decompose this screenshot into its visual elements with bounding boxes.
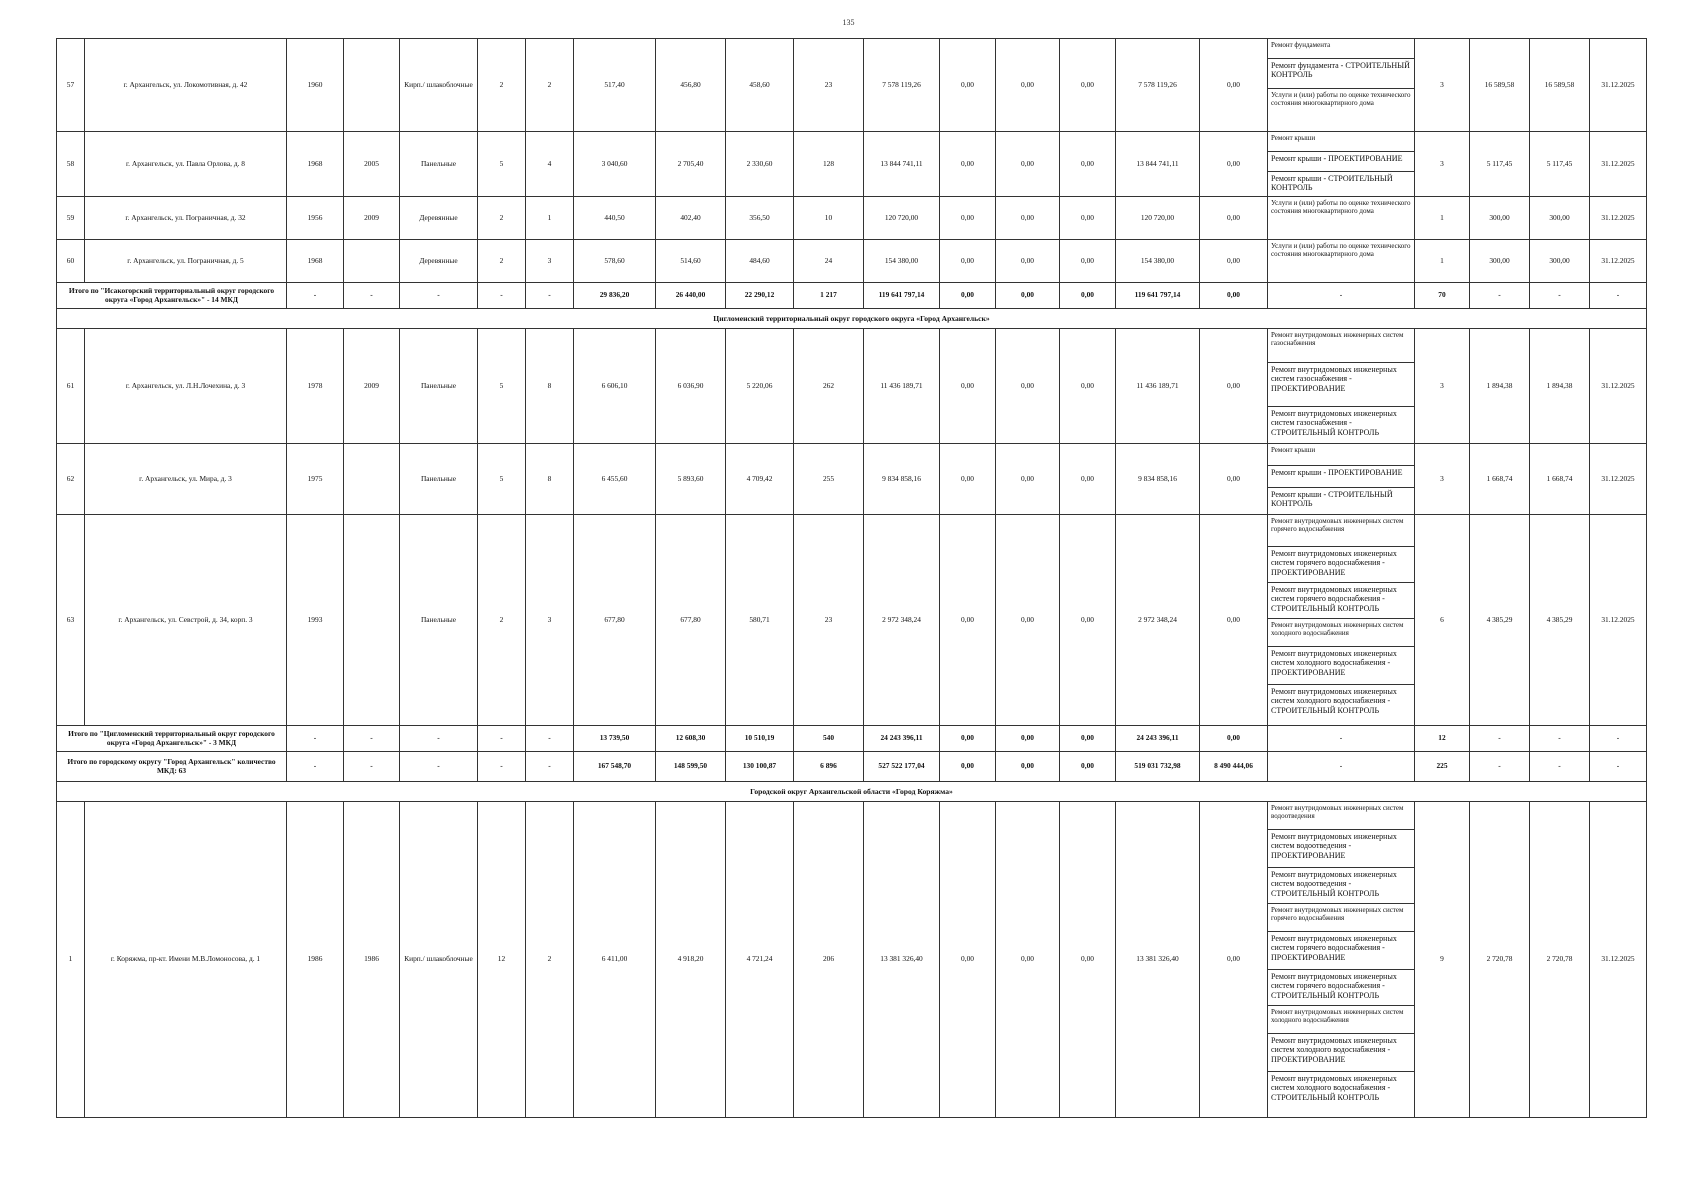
work-item: Ремонт внутридомовых инженерных систем газоснабжения <box>1268 329 1414 363</box>
total-c3: 0,00 <box>1060 752 1116 782</box>
cell-unit-cost: 1 668,74 <box>1470 444 1530 515</box>
dash-cell: - <box>400 726 478 752</box>
total-residents: 1 217 <box>794 283 864 309</box>
section-header-row <box>57 782 1647 802</box>
cell-residents: 262 <box>794 329 864 444</box>
cell-c-other: 0,00 <box>1200 802 1268 1118</box>
dash-cell: - <box>526 726 574 752</box>
dash-cell: - <box>1268 726 1415 752</box>
total-area-all: 26 440,00 <box>656 283 726 309</box>
work-item: Ремонт внутридомовых инженерных систем водоотведения - ПРОЕКТИРОВАНИЕ <box>1268 830 1414 868</box>
cell-c2: 0,00 <box>996 197 1060 240</box>
cell-c2: 0,00 <box>996 132 1060 197</box>
cell-area-all: 5 893,60 <box>656 444 726 515</box>
cell-c3: 0,00 <box>1060 515 1116 726</box>
work-item: Ремонт внутридомовых инженерных систем холодного водоснабжения <box>1268 1006 1414 1034</box>
cell-year-built: 1968 <box>287 132 344 197</box>
cell-area-total: 3 040,60 <box>574 132 656 197</box>
cell-cost-total: 13 381 326,40 <box>864 802 940 1118</box>
cell-walls: Панельные <box>400 132 478 197</box>
cell-floors: 2 <box>478 240 526 283</box>
cell-year-overhaul: 2005 <box>344 132 400 197</box>
total-c1: 0,00 <box>940 283 996 309</box>
work-item: Ремонт внутридомовых инженерных систем горячего водоснабжения - ПРОЕКТИРОВАНИЕ <box>1268 547 1414 583</box>
cell-entrances: 2 <box>526 39 574 132</box>
cell-works <box>1268 197 1415 240</box>
dash-cell: - <box>1590 752 1647 782</box>
dash-cell: - <box>1530 726 1590 752</box>
cell-address: г. Архангельск, ул. Л.Н.Лочехина, д. 3 <box>85 329 287 444</box>
cell-walls: Кирп./ шлакоблочные <box>400 802 478 1118</box>
cell-works <box>1268 240 1415 283</box>
cell-year-built: 1986 <box>287 802 344 1118</box>
work-item: Ремонт крыши <box>1268 444 1414 466</box>
dash-cell: - <box>1268 283 1415 309</box>
total-area-res: 130 100,87 <box>726 752 794 782</box>
cell-deadline: 31.12.2025 <box>1590 132 1647 197</box>
total-area-total: 13 739,50 <box>574 726 656 752</box>
cell-no: 62 <box>57 444 85 515</box>
total-area-all: 12 608,30 <box>656 726 726 752</box>
cell-c-other: 0,00 <box>1200 197 1268 240</box>
cell-c3: 0,00 <box>1060 240 1116 283</box>
cell-residents: 23 <box>794 515 864 726</box>
cell-area-res: 458,60 <box>726 39 794 132</box>
cell-address: г. Архангельск, ул. Локомотивная, д. 42 <box>85 39 287 132</box>
work-item: Ремонт внутридомовых инженерных систем горячего водоснабжения <box>1268 904 1414 932</box>
cell-c-other: 0,00 <box>1200 39 1268 132</box>
work-item: Ремонт внутридомовых инженерных систем горячего водоснабжения - СТРОИТЕЛЬНЫЙ КОНТРОЛЬ <box>1268 583 1414 619</box>
cell-area-res: 580,71 <box>726 515 794 726</box>
cell-area-res: 356,50 <box>726 197 794 240</box>
dash-cell: - <box>478 752 526 782</box>
cell-c1: 0,00 <box>940 329 996 444</box>
cell-year-overhaul <box>344 39 400 132</box>
total-work-count: 12 <box>1415 726 1470 752</box>
table-row <box>57 197 1647 240</box>
section-header: Цигломенский территориальный округ городского округа «Город Архангельск» <box>57 309 1647 329</box>
cell-work-count: 3 <box>1415 329 1470 444</box>
cell-address: г. Архангельск, ул. Пограничная, д. 5 <box>85 240 287 283</box>
total-area-total: 167 548,70 <box>574 752 656 782</box>
table-row <box>57 444 1647 515</box>
cell-max-cost: 1 668,74 <box>1530 444 1590 515</box>
work-item: Услуги и (или) работы по оценке технического состояния многоквартирного дома <box>1271 91 1411 108</box>
cell-year-overhaul: 1986 <box>344 802 400 1118</box>
cell-c1: 0,00 <box>940 39 996 132</box>
dash-cell: - <box>1590 726 1647 752</box>
cell-entrances: 8 <box>526 444 574 515</box>
total-c1: 0,00 <box>940 752 996 782</box>
cell-c3: 0,00 <box>1060 802 1116 1118</box>
cell-area-all: 2 705,40 <box>656 132 726 197</box>
cell-deadline: 31.12.2025 <box>1590 240 1647 283</box>
cell-max-cost: 4 385,29 <box>1530 515 1590 726</box>
cell-entrances: 8 <box>526 329 574 444</box>
total-area-res: 22 290,12 <box>726 283 794 309</box>
dash-cell: - <box>478 283 526 309</box>
cell-cost-total: 9 834 858,16 <box>864 444 940 515</box>
cell-residents: 24 <box>794 240 864 283</box>
cell-c-owners: 11 436 189,71 <box>1116 329 1200 444</box>
cell-residents: 10 <box>794 197 864 240</box>
cell-c2: 0,00 <box>996 515 1060 726</box>
dash-cell: - <box>1470 752 1530 782</box>
dash-cell: - <box>400 283 478 309</box>
cell-unit-cost: 300,00 <box>1470 240 1530 283</box>
cell-deadline: 31.12.2025 <box>1590 39 1647 132</box>
cell-unit-cost: 16 589,58 <box>1470 39 1530 132</box>
cell-area-total: 6 455,60 <box>574 444 656 515</box>
total-c-other: 0,00 <box>1200 726 1268 752</box>
cell-area-total: 517,40 <box>574 39 656 132</box>
work-item: Ремонт внутридомовых инженерных систем холодного водоснабжения - ПРОЕКТИРОВАНИЕ <box>1268 647 1414 685</box>
cell-no: 63 <box>57 515 85 726</box>
cell-cost-total: 7 578 119,26 <box>864 39 940 132</box>
cell-deadline: 31.12.2025 <box>1590 802 1647 1118</box>
total-row <box>57 283 1647 309</box>
total-c-other: 8 490 444,06 <box>1200 752 1268 782</box>
cell-residents: 23 <box>794 39 864 132</box>
dash-cell: - <box>344 752 400 782</box>
dash-cell: - <box>1590 283 1647 309</box>
work-item: Ремонт фундамента - СТРОИТЕЛЬНЫЙ КОНТРОЛЬ <box>1268 59 1414 89</box>
cell-no: 57 <box>57 39 85 132</box>
work-item: Ремонт внутридомовых инженерных систем холодного водоснабжения - ПРОЕКТИРОВАНИЕ <box>1268 1034 1414 1072</box>
cell-area-total: 578,60 <box>574 240 656 283</box>
cell-walls: Панельные <box>400 444 478 515</box>
cell-floors: 5 <box>478 444 526 515</box>
cell-year-overhaul <box>344 240 400 283</box>
cell-residents: 255 <box>794 444 864 515</box>
cell-area-total: 440,50 <box>574 197 656 240</box>
cell-c2: 0,00 <box>996 444 1060 515</box>
cell-c-other: 0,00 <box>1200 444 1268 515</box>
section-header: Городской округ Архангельской области «Город Коряжма» <box>57 782 1647 802</box>
total-c3: 0,00 <box>1060 283 1116 309</box>
cell-area-all: 677,80 <box>656 515 726 726</box>
work-item: Услуги и (или) работы по оценке технического состояния многоквартирного дома <box>1271 242 1411 259</box>
total-c-owners: 119 641 797,14 <box>1116 283 1200 309</box>
cell-max-cost: 2 720,78 <box>1530 802 1590 1118</box>
total-residents: 6 896 <box>794 752 864 782</box>
cell-no: 1 <box>57 802 85 1118</box>
cell-c-owners: 9 834 858,16 <box>1116 444 1200 515</box>
total-c1: 0,00 <box>940 726 996 752</box>
cell-cost-total: 120 720,00 <box>864 197 940 240</box>
cell-unit-cost: 5 117,45 <box>1470 132 1530 197</box>
cell-c-other: 0,00 <box>1200 132 1268 197</box>
cell-year-built: 1960 <box>287 39 344 132</box>
total-cost-total: 24 243 396,11 <box>864 726 940 752</box>
work-item: Ремонт внутридомовых инженерных систем водоотведения <box>1268 802 1414 830</box>
total-label: Итого по городскому округу "Город Архангельск" количество МКД: 63 <box>57 752 287 782</box>
cell-walls: Деревянные <box>400 197 478 240</box>
dash-cell: - <box>478 726 526 752</box>
cell-no: 61 <box>57 329 85 444</box>
total-residents: 540 <box>794 726 864 752</box>
cell-work-count: 1 <box>1415 197 1470 240</box>
cell-area-all: 456,80 <box>656 39 726 132</box>
cell-c-other: 0,00 <box>1200 515 1268 726</box>
cell-floors: 2 <box>478 515 526 726</box>
cell-c3: 0,00 <box>1060 329 1116 444</box>
cell-area-res: 484,60 <box>726 240 794 283</box>
dash-cell: - <box>526 283 574 309</box>
cell-max-cost: 5 117,45 <box>1530 132 1590 197</box>
cell-floors: 5 <box>478 132 526 197</box>
cell-walls: Панельные <box>400 515 478 726</box>
cell-c2: 0,00 <box>996 329 1060 444</box>
cell-c2: 0,00 <box>996 240 1060 283</box>
cell-entrances: 3 <box>526 240 574 283</box>
cell-no: 58 <box>57 132 85 197</box>
cell-cost-total: 2 972 348,24 <box>864 515 940 726</box>
cell-works <box>1268 444 1415 515</box>
cell-c1: 0,00 <box>940 132 996 197</box>
cell-residents: 128 <box>794 132 864 197</box>
cell-works <box>1268 39 1415 132</box>
total-row <box>57 726 1647 752</box>
work-item: Ремонт фундамента <box>1268 39 1414 59</box>
cell-no: 59 <box>57 197 85 240</box>
cell-max-cost: 16 589,58 <box>1530 39 1590 132</box>
dash-cell: - <box>287 752 344 782</box>
cell-walls: Деревянные <box>400 240 478 283</box>
cell-works <box>1268 802 1415 1118</box>
total-c2: 0,00 <box>996 726 1060 752</box>
cell-address: г. Архангельск, ул. Павла Орлова, д. 8 <box>85 132 287 197</box>
work-item: Ремонт внутридомовых инженерных систем горячего водоснабжения - ПРОЕКТИРОВАНИЕ <box>1268 932 1414 970</box>
cell-work-count: 3 <box>1415 444 1470 515</box>
cell-cost-total: 11 436 189,71 <box>864 329 940 444</box>
work-item: Ремонт крыши - СТРОИТЕЛЬНЫЙ КОНТРОЛЬ <box>1271 174 1393 193</box>
total-cost-total: 119 641 797,14 <box>864 283 940 309</box>
work-item: Ремонт крыши - СТРОИТЕЛЬНЫЙ КОНТРОЛЬ <box>1271 490 1393 509</box>
cell-c1: 0,00 <box>940 197 996 240</box>
capital-repair-table <box>56 38 1647 1118</box>
cell-area-all: 6 036,90 <box>656 329 726 444</box>
dash-cell: - <box>1470 283 1530 309</box>
cell-area-res: 4 721,24 <box>726 802 794 1118</box>
dash-cell: - <box>526 752 574 782</box>
work-item: Ремонт внутридомовых инженерных систем холодного водоснабжения - СТРОИТЕЛЬНЫЙ КОНТРОЛЬ <box>1271 687 1397 715</box>
cell-cost-total: 13 844 741,11 <box>864 132 940 197</box>
total-work-count: 70 <box>1415 283 1470 309</box>
work-item: Ремонт крыши <box>1268 132 1414 152</box>
dash-cell: - <box>344 283 400 309</box>
cell-c-owners: 13 381 326,40 <box>1116 802 1200 1118</box>
work-item: Ремонт крыши - ПРОЕКТИРОВАНИЕ <box>1268 152 1414 172</box>
cell-c3: 0,00 <box>1060 444 1116 515</box>
cell-c-owners: 7 578 119,26 <box>1116 39 1200 132</box>
cell-area-all: 402,40 <box>656 197 726 240</box>
total-work-count: 225 <box>1415 752 1470 782</box>
cell-floors: 2 <box>478 197 526 240</box>
cell-floors: 5 <box>478 329 526 444</box>
cell-c-owners: 13 844 741,11 <box>1116 132 1200 197</box>
cell-entrances: 2 <box>526 802 574 1118</box>
cell-address: г. Коряжма, пр-кт. Имени М.В.Ломоносова, д. 1 <box>85 802 287 1118</box>
cell-max-cost: 300,00 <box>1530 240 1590 283</box>
dash-cell: - <box>287 283 344 309</box>
total-c3: 0,00 <box>1060 726 1116 752</box>
table-row <box>57 39 1647 132</box>
cell-max-cost: 1 894,38 <box>1530 329 1590 444</box>
cell-area-res: 4 709,42 <box>726 444 794 515</box>
cell-c2: 0,00 <box>996 39 1060 132</box>
total-area-all: 148 599,50 <box>656 752 726 782</box>
cell-works <box>1268 329 1415 444</box>
work-item: Ремонт внутридомовых инженерных систем газоснабжения - СТРОИТЕЛЬНЫЙ КОНТРОЛЬ <box>1271 409 1397 437</box>
dash-cell: - <box>287 726 344 752</box>
cell-c-other: 0,00 <box>1200 240 1268 283</box>
section-header-row <box>57 309 1647 329</box>
cell-entrances: 4 <box>526 132 574 197</box>
work-item: Ремонт внутридомовых инженерных систем холодного водоснабжения <box>1268 619 1414 647</box>
cell-unit-cost: 1 894,38 <box>1470 329 1530 444</box>
cell-work-count: 3 <box>1415 39 1470 132</box>
total-area-res: 10 510,19 <box>726 726 794 752</box>
total-row <box>57 752 1647 782</box>
total-c-owners: 24 243 396,11 <box>1116 726 1200 752</box>
table-row <box>57 329 1647 444</box>
cell-area-total: 6 606,10 <box>574 329 656 444</box>
cell-unit-cost: 4 385,29 <box>1470 515 1530 726</box>
cell-c3: 0,00 <box>1060 39 1116 132</box>
cell-work-count: 9 <box>1415 802 1470 1118</box>
cell-cost-total: 154 380,00 <box>864 240 940 283</box>
cell-deadline: 31.12.2025 <box>1590 515 1647 726</box>
cell-year-built: 1968 <box>287 240 344 283</box>
cell-address: г. Архангельск, ул. Севстрой, д. 34, корп. 3 <box>85 515 287 726</box>
cell-area-all: 514,60 <box>656 240 726 283</box>
cell-address: г. Архангельск, ул. Пограничная, д. 32 <box>85 197 287 240</box>
cell-floors: 2 <box>478 39 526 132</box>
cell-c-other: 0,00 <box>1200 329 1268 444</box>
cell-work-count: 6 <box>1415 515 1470 726</box>
cell-year-built: 1978 <box>287 329 344 444</box>
cell-no: 60 <box>57 240 85 283</box>
total-c-owners: 519 031 732,98 <box>1116 752 1200 782</box>
cell-year-built: 1993 <box>287 515 344 726</box>
cell-c1: 0,00 <box>940 240 996 283</box>
cell-area-res: 2 330,60 <box>726 132 794 197</box>
work-item: Ремонт внутридомовых инженерных систем холодного водоснабжения - СТРОИТЕЛЬНЫЙ КОНТРОЛЬ <box>1271 1074 1397 1102</box>
cell-c2: 0,00 <box>996 802 1060 1118</box>
cell-walls: Панельные <box>400 329 478 444</box>
dash-cell: - <box>1470 726 1530 752</box>
dash-cell: - <box>1530 283 1590 309</box>
total-area-total: 29 836,20 <box>574 283 656 309</box>
total-c2: 0,00 <box>996 752 1060 782</box>
cell-c3: 0,00 <box>1060 197 1116 240</box>
total-label: Итого по "Исакогорский территориальный округ городского округа «Город Архангельск»" - 14 МКД <box>57 283 287 309</box>
cell-year-overhaul: 2009 <box>344 197 400 240</box>
cell-entrances: 3 <box>526 515 574 726</box>
cell-area-total: 677,80 <box>574 515 656 726</box>
cell-c1: 0,00 <box>940 444 996 515</box>
page-number: 135 <box>842 18 855 27</box>
work-item: Услуги и (или) работы по оценке технического состояния многоквартирного дома <box>1271 199 1411 216</box>
cell-year-built: 1975 <box>287 444 344 515</box>
cell-work-count: 1 <box>1415 240 1470 283</box>
cell-walls: Кирп./ шлакоблочные <box>400 39 478 132</box>
cell-c-owners: 120 720,00 <box>1116 197 1200 240</box>
cell-unit-cost: 300,00 <box>1470 197 1530 240</box>
cell-area-all: 4 918,20 <box>656 802 726 1118</box>
table-row <box>57 132 1647 197</box>
work-item: Ремонт внутридомовых инженерных систем водоотведения - СТРОИТЕЛЬНЫЙ КОНТРОЛЬ <box>1268 868 1414 904</box>
total-cost-total: 527 522 177,04 <box>864 752 940 782</box>
cell-unit-cost: 2 720,78 <box>1470 802 1530 1118</box>
table-row <box>57 802 1647 1118</box>
cell-c3: 0,00 <box>1060 132 1116 197</box>
cell-works <box>1268 515 1415 726</box>
table-row <box>57 515 1647 726</box>
work-item: Ремонт внутридомовых инженерных систем горячего водоснабжения <box>1268 515 1414 547</box>
dash-cell: - <box>1268 752 1415 782</box>
total-label: Итого по "Цигломенский территориальный округ городского округа «Город Архангельск»" - 3 МКД <box>57 726 287 752</box>
cell-c1: 0,00 <box>940 515 996 726</box>
work-item: Ремонт внутридомовых инженерных систем газоснабжения - ПРОЕКТИРОВАНИЕ <box>1268 363 1414 407</box>
dash-cell: - <box>1530 752 1590 782</box>
cell-residents: 206 <box>794 802 864 1118</box>
cell-area-res: 5 220,06 <box>726 329 794 444</box>
cell-year-built: 1956 <box>287 197 344 240</box>
cell-floors: 12 <box>478 802 526 1118</box>
cell-year-overhaul <box>344 515 400 726</box>
cell-max-cost: 300,00 <box>1530 197 1590 240</box>
work-item: Ремонт крыши - ПРОЕКТИРОВАНИЕ <box>1268 466 1414 488</box>
total-c2: 0,00 <box>996 283 1060 309</box>
cell-year-overhaul <box>344 444 400 515</box>
dash-cell: - <box>344 726 400 752</box>
dash-cell: - <box>400 752 478 782</box>
cell-deadline: 31.12.2025 <box>1590 329 1647 444</box>
cell-area-total: 6 411,00 <box>574 802 656 1118</box>
table-row <box>57 240 1647 283</box>
work-item: Ремонт внутридомовых инженерных систем горячего водоснабжения - СТРОИТЕЛЬНЫЙ КОНТРОЛЬ <box>1268 970 1414 1006</box>
cell-year-overhaul: 2009 <box>344 329 400 444</box>
cell-work-count: 3 <box>1415 132 1470 197</box>
total-c-other: 0,00 <box>1200 283 1268 309</box>
cell-c1: 0,00 <box>940 802 996 1118</box>
cell-c-owners: 2 972 348,24 <box>1116 515 1200 726</box>
cell-entrances: 1 <box>526 197 574 240</box>
cell-deadline: 31.12.2025 <box>1590 444 1647 515</box>
cell-address: г. Архангельск, ул. Мира, д. 3 <box>85 444 287 515</box>
cell-c-owners: 154 380,00 <box>1116 240 1200 283</box>
cell-deadline: 31.12.2025 <box>1590 197 1647 240</box>
cell-works <box>1268 132 1415 197</box>
